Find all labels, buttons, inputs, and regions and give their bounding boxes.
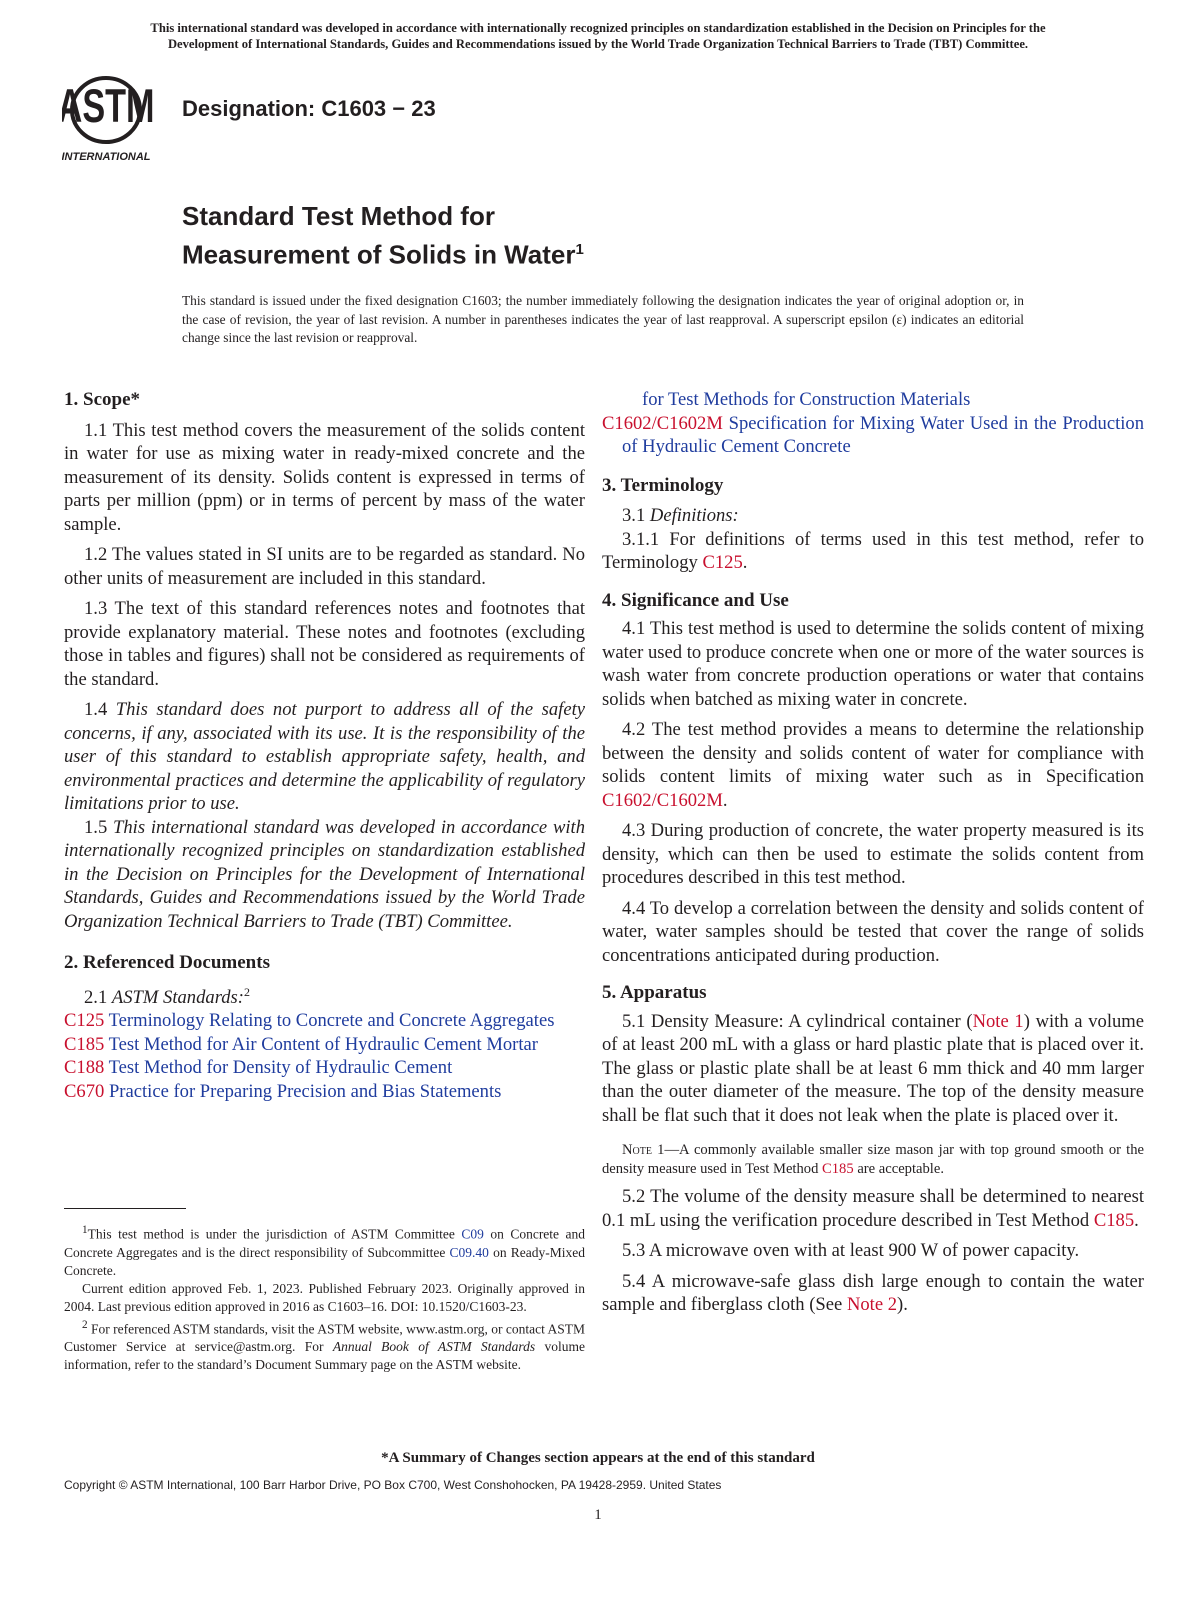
ref-title-link[interactable]: Terminology Relating to Concrete and Concrete Aggregates [108, 1010, 555, 1032]
para-1-3: 1.3 The text of this standard references notes and footnotes that provide explanatory material. These notes and footnotes (excluding those in tables and figures) shall not be considered as requirements of the standard. [64, 598, 585, 690]
para-5-2-text: 5.2 The volume of the density measure shall be determined to nearest 0.1 mL using the verification procedure described in Test Method [602, 1186, 1144, 1231]
para-4-4: 4.4 To develop a correlation between the density and solids content of water, water samples should be tested that cover the range of solids concentrations anticipated during production. [602, 897, 1144, 966]
top-notice [62, 20, 1134, 52]
title-footnote-mark: 1 [575, 241, 584, 258]
para-4-2-text: 4.2 The test method provides a means to determine the relationship between the density and solids content of water for compliance with solids content limits of mixing water such as in Specification [602, 719, 1144, 787]
footnote-1-link-c09[interactable]: C09 [461, 1226, 484, 1242]
section-4-heading: 4. Significance and Use [602, 589, 789, 611]
footnote-1 [64, 1221, 585, 1280]
title-line-2-text: Measurement of Solids in Water [182, 239, 576, 270]
footnote-2 [64, 1316, 585, 1375]
ref-title-link[interactable]: Specification for Mixing Water Used in the Production of Hydraulic Cement Concrete [622, 412, 1144, 457]
astm-logo-mark [62, 72, 172, 164]
logo-subtext: INTERNATIONAL [62, 151, 151, 163]
para-1-5 [64, 816, 585, 934]
ref-item[interactable] [64, 1056, 585, 1080]
para-2-1-text: ASTM Standards: [111, 986, 244, 1008]
footnote-2-text-a: For referenced ASTM standards, visit the ASTM website, www.astm.org, or contact ASTM Customer Service at service@astm.org. For [64, 1321, 585, 1354]
para-3-1-num: 3.1 [622, 505, 646, 526]
para-5-3: 5.3 A microwave oven with at least 900 W of power capacity. [622, 1240, 1080, 1261]
para-3-1-1-text: 3.1.1 For definitions of terms used in this test method, refer to Terminology [602, 528, 1144, 573]
ref-code-link[interactable]: C125 [64, 1010, 105, 1032]
ref-code-link[interactable]: C185 [64, 1033, 105, 1055]
title-line-2 [182, 233, 584, 272]
ref-title-link[interactable]: Test Method for Density of Hydraulic Cement [108, 1057, 453, 1079]
link-c1602[interactable]: C1602/C1602M [602, 789, 723, 811]
designation: Designation: C1603 − 23 [182, 96, 436, 121]
ref-code-link[interactable]: C670 [64, 1080, 105, 1102]
para-4-2: 4.2 The test method provides a means to determine the relationship between the density and solids content of water for compliance with solids content limits of mixing water such as in Specification C1602/C1602M. [602, 719, 1144, 811]
astm-logo [62, 72, 172, 164]
para-3-1-1: 3.1.1 For definitions of terms used in this test method, refer to Terminology C125. [602, 528, 1144, 573]
para-4-3: 4.3 During production of concrete, the water property measured is its density, which can then be used to estimate the solids content from procedures described in this test method. [602, 820, 1144, 888]
para-5-1-text-a: 5.1 Density Measure: A cylindrical container ( [622, 1010, 973, 1032]
copyright: Copyright © ASTM International, 100 Barr Harbor Drive, PO Box C700, West Conshohocken, PA 19428-2959. United States [64, 1478, 722, 1492]
page-number: 1 [594, 1507, 602, 1523]
footnote-1-mark: 1 [82, 1224, 88, 1236]
para-5-4-text-b: ). [897, 1294, 908, 1315]
para-3-1-text: Definitions: [649, 505, 739, 526]
footnote-1-text-b: on Concrete and Concrete Aggregates and is the direct responsibility of Subcommittee [64, 1226, 586, 1260]
para-2-1-sup: 2 [243, 984, 250, 999]
para-1-4-num: 1.4 [84, 699, 108, 720]
title-line-1: Standard Test Method for [182, 201, 495, 231]
note-1-label: Note 1 [622, 1142, 665, 1158]
footnote-2-italic: Annual Book of ASTM Standards [332, 1339, 536, 1354]
link-note-2[interactable]: Note 2 [846, 1294, 898, 1315]
ref-item[interactable] [64, 1009, 585, 1033]
ref-item[interactable] [64, 1033, 585, 1057]
para-1-5-num: 1.5 [84, 816, 108, 838]
section-1-heading: 1. Scope* [64, 389, 140, 410]
para-2-1-num: 2.1 [84, 986, 108, 1008]
para-1-1: 1.1 This test method covers the measurement of the solids content in water for use as mixing water in ready-mixed concrete and the measurement of its density. Solids content is expressed in terms of parts per million (ppm) or in terms of percent by mass of the water sample. [64, 419, 585, 535]
footnotes [64, 1221, 585, 1374]
section-2-heading: 2. Referenced Documents [64, 952, 270, 973]
ref-title-link[interactable]: Test Method for Air Content of Hydraulic Cement Mortar [108, 1033, 538, 1055]
left-column [64, 388, 585, 1103]
note-1-text-b: are acceptable. [857, 1160, 944, 1177]
ref-item[interactable] [64, 1080, 585, 1104]
para-3-1 [602, 504, 1144, 528]
para-1-4 [64, 698, 585, 816]
ref-item[interactable] [602, 412, 1144, 459]
document-title [182, 200, 584, 272]
top-notice-line-1: This international standard was developed in accordance with internationally recognized principles on standardization established in the Decision on Principles for the [150, 21, 1046, 35]
summary-notice: *A Summary of Changes section appears at the end of this standard [381, 1450, 815, 1466]
footnote-1-text-a: This test method is under the jurisdiction of ASTM Committee [87, 1226, 455, 1242]
link-note-1[interactable]: Note 1 [972, 1010, 1024, 1032]
para-1-4-text: This standard does not purport to address all of the safety concerns, if any, associated with its use. It is the responsibility of the user of this standard to establish appropriate safety, health, and environmental practices and determine the applicability of regulatory limitations prior to use. [64, 699, 585, 814]
note-1-text-a: —A commonly available smaller size mason jar with top ground smooth or the density measure used in Test Method [602, 1142, 1144, 1177]
para-5-4 [602, 1270, 1144, 1317]
footnote-1-edition: Current edition approved Feb. 1, 2023. Published February 2023. Originally approved in 2004. Last previous edition approved in 2016 as C1603–16. DOI: 10.1520/C1603-23. [64, 1280, 585, 1314]
link-c185-note[interactable]: C185 [822, 1160, 854, 1177]
logo-text: ASTM [62, 79, 155, 133]
top-notice-line-2: Development of International Standards, Guides and Recommendations issued by the World Trade Organization Technical Barriers to Trade (TBT) Committee. [167, 37, 1029, 51]
footnote-1-text-c: on Ready-Mixed Concrete. [64, 1244, 586, 1278]
ref-title-link[interactable]: Practice for Preparing Precision and Bias Statements [108, 1080, 502, 1102]
ref-code-link[interactable]: C1602/C1602M [602, 412, 723, 434]
para-5-1 [602, 1010, 1144, 1128]
para-1-5-text: This international standard was developed in accordance with internationally recognized principles on standardization established in the Decision on Principles for the Development of International Standards, Guides and Recommendations issued by the World Trade Organization Technical Barriers to Trade (TBT) Committee. [64, 816, 585, 932]
para-2-1 [64, 981, 585, 1010]
ref-continuation[interactable]: for Test Methods for Construction Materials [642, 389, 971, 410]
para-4-1: 4.1 This test method is used to determine the solids content of mixing water used to produce concrete when one or more of the water sources is wash water from concrete production operations or water that contains solids when batched as mixing water in concrete. [602, 618, 1144, 710]
footnote-2-text-b: volume information, refer to the standard’s Document Summary page on the ASTM website. [64, 1339, 586, 1372]
link-c125[interactable]: C125 [702, 552, 743, 573]
section-3-heading: 3. Terminology [602, 474, 724, 496]
footnote-1-link-c0940[interactable]: C09.40 [449, 1244, 489, 1260]
right-column [602, 388, 1145, 1317]
link-c185[interactable]: C185 [1093, 1209, 1135, 1231]
issued-note: This standard is issued under the fixed designation C1603; the number immediately following the designation indicates the year of original adoption or, in the case of revision, the year of last revision. A number in parentheses indicates the year of last reapproval. A superscript epsilon (ε) indicates an editorial change since the last revision or reapproval. [182, 293, 1024, 345]
note-1 [602, 1141, 1144, 1178]
ref-code-link[interactable]: C188 [64, 1057, 105, 1079]
footnote-divider [64, 1208, 186, 1209]
section-5-heading: 5. Apparatus [602, 982, 707, 1003]
para-5-1-text-b: ) with a volume of at least 200 mL with a glass or hard plastic plate that is placed over it. The glass or plastic plate shall be at least 6 mm thick and 40 mm larger than the outer diameter of the measure. The top of the density measure shall be flat such that it does not leak when the plate is placed over it. [602, 1010, 1145, 1126]
para-1-2: 1.2 The values stated in SI units are to be regarded as standard. No other units of measurement are included in this standard. [64, 544, 585, 589]
footnote-2-mark: 2 [82, 1318, 88, 1331]
para-5-4-text-a: 5.4 A microwave-safe glass dish large enough to contain the water sample and fiberglass cloth (See [602, 1270, 1144, 1315]
para-5-2: 5.2 The volume of the density measure shall be determined to nearest 0.1 mL using the verification procedure described in Test Method C185. [602, 1186, 1144, 1231]
